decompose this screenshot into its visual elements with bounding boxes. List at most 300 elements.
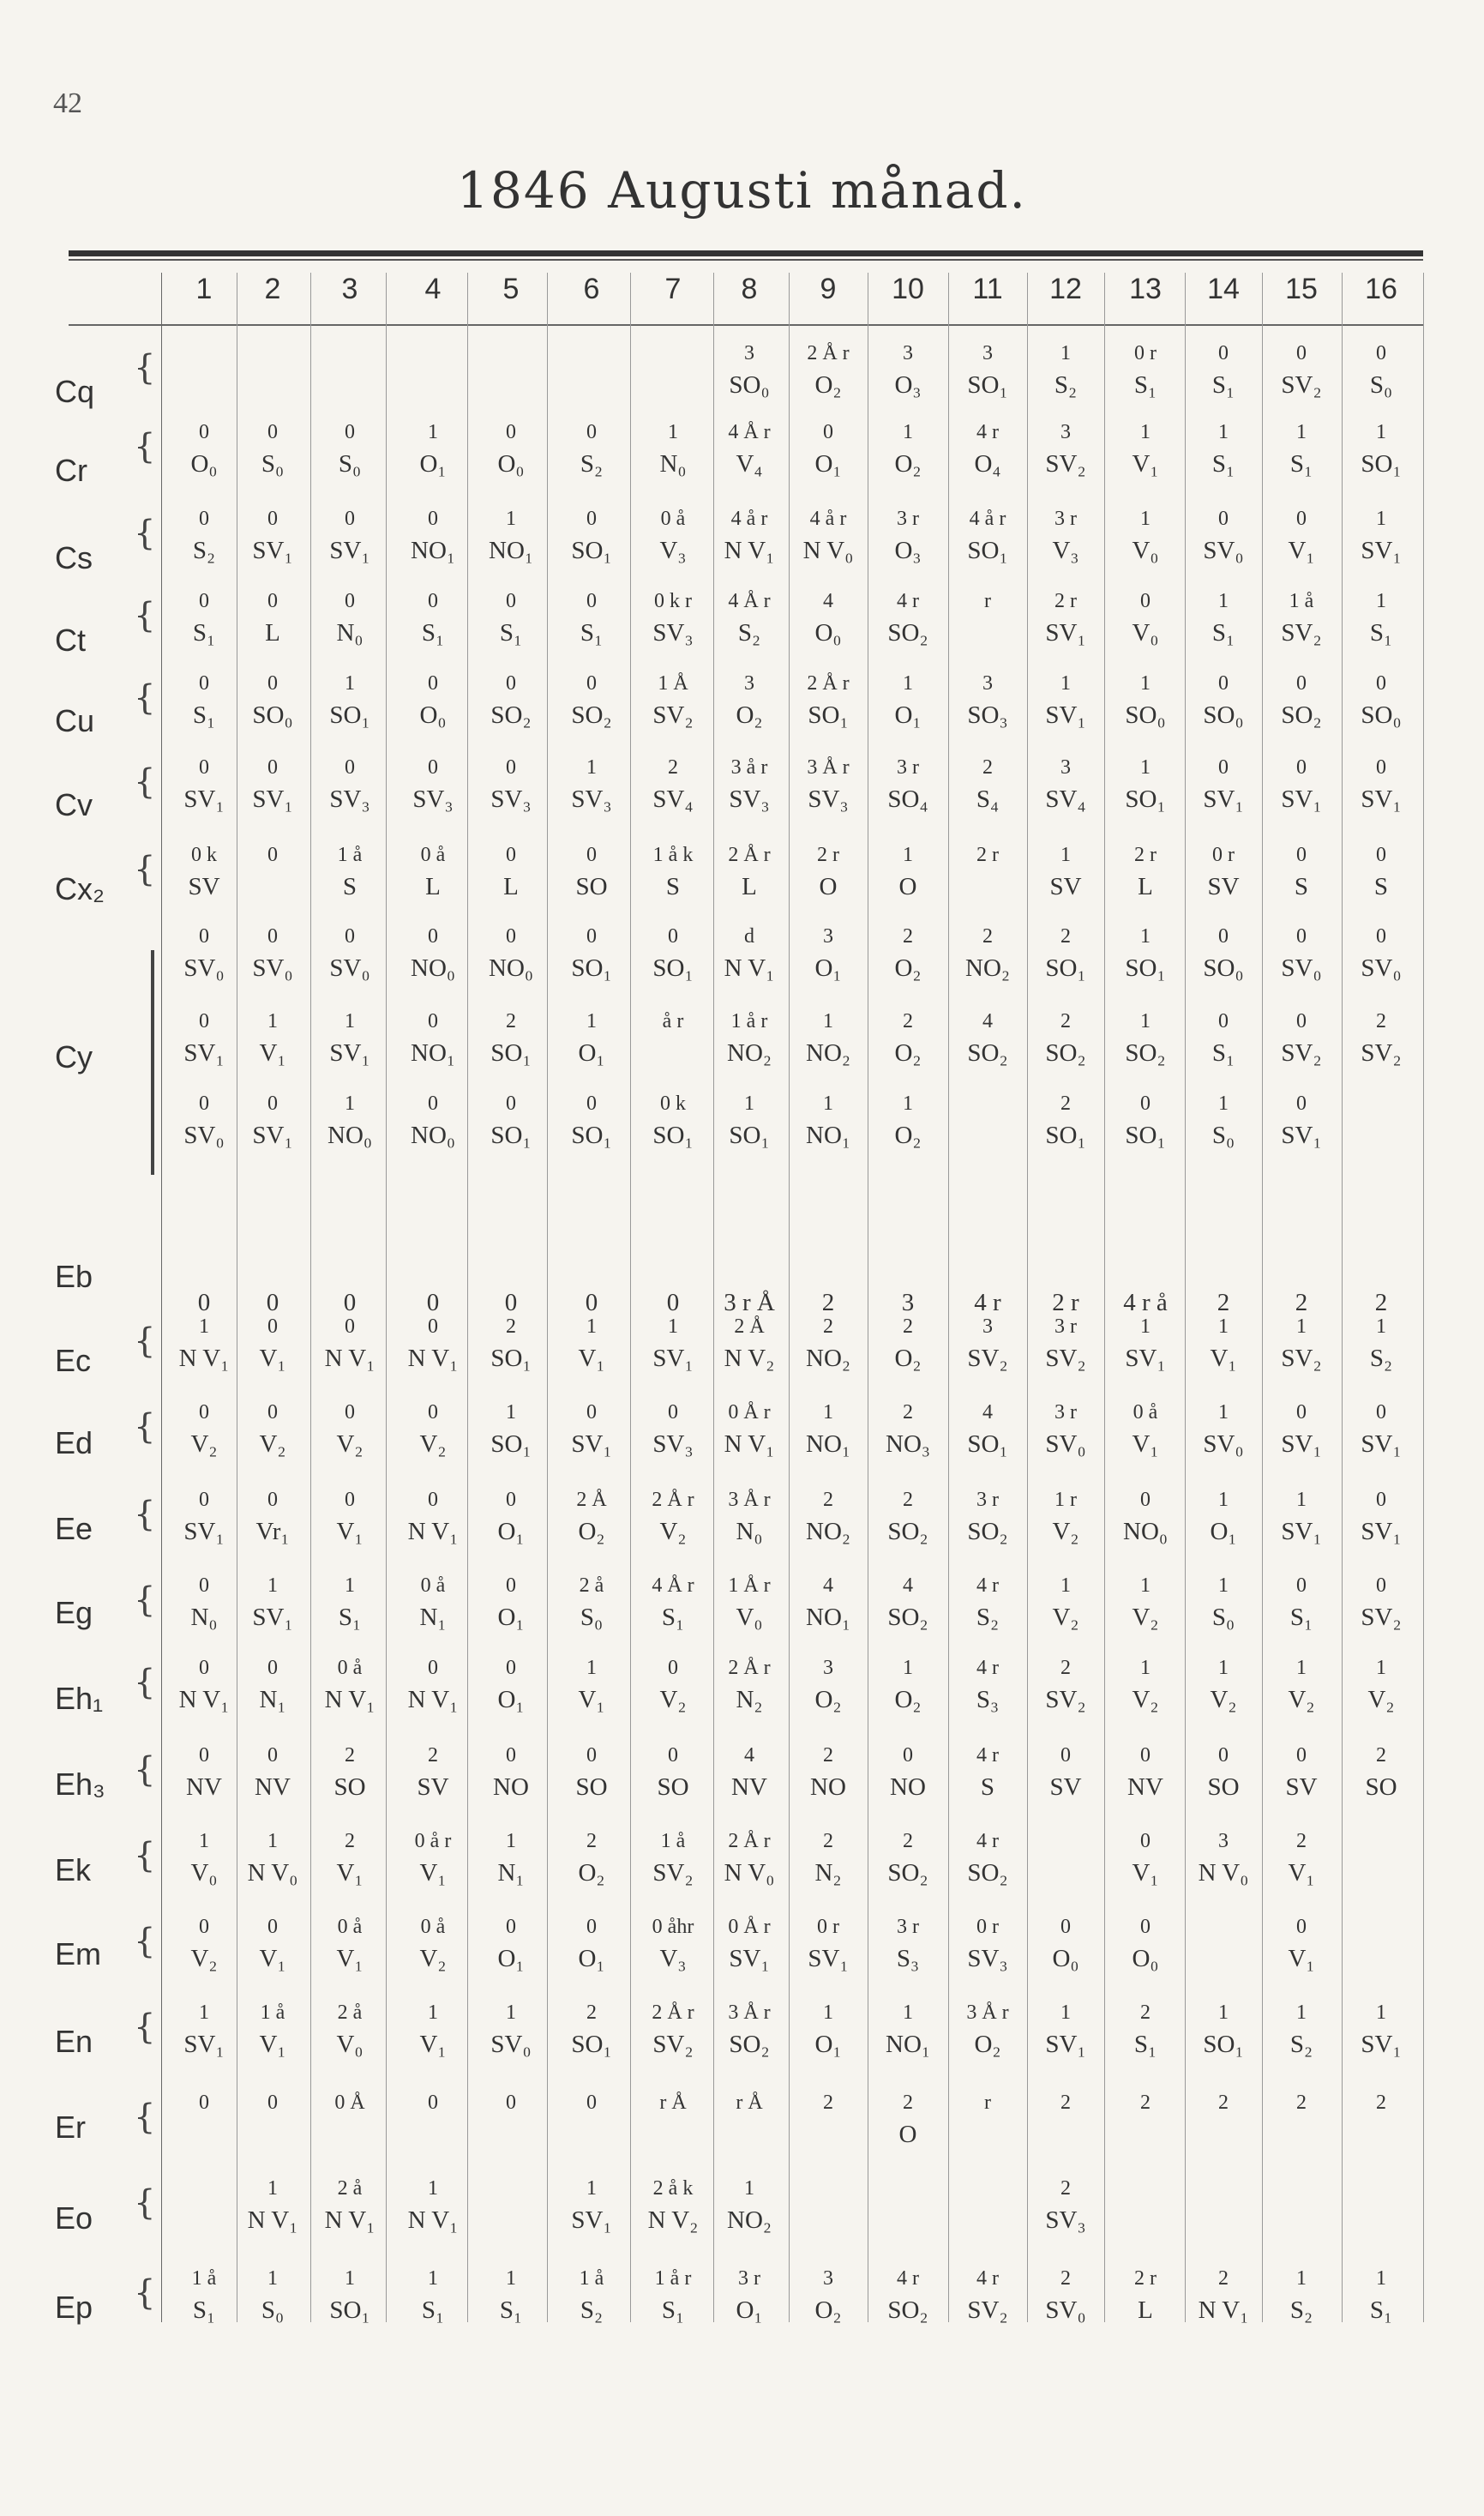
cell-wind: V₂: [336, 1430, 363, 1458]
cell-strength: 0: [668, 1657, 678, 1679]
cell-strength: 1: [668, 1315, 678, 1338]
cell-wind: SO₁: [490, 1345, 532, 1372]
cell-strength: 0: [1060, 1744, 1071, 1767]
observation-cell: [310, 840, 389, 904]
cell-strength: 0: [199, 2092, 209, 2114]
observation-cell: [868, 753, 947, 816]
observation-cell: [710, 669, 789, 732]
cell-strength: 3: [903, 342, 913, 364]
cell-wind: NO₂: [806, 1345, 850, 1372]
cell-strength: 2: [1060, 1092, 1071, 1115]
observation-cell: [165, 587, 243, 650]
cell-strength: 1: [1218, 1401, 1229, 1424]
cell-wind: [165, 2203, 243, 2237]
cell-strength: 1: [428, 421, 438, 443]
observation-cell: [552, 753, 631, 816]
cell-wind: N V₁: [407, 1686, 459, 1713]
cell-strength: 2 Å r: [807, 672, 850, 695]
cell-wind: S₁: [499, 619, 523, 647]
cell-wind: SO₂: [887, 2296, 928, 2324]
observation-cell: [634, 504, 712, 568]
cell-strength: 2: [823, 1830, 833, 1852]
cell-strength: [948, 1089, 1027, 1118]
observation-cell: [472, 418, 550, 481]
cell-wind: SO₂: [729, 2031, 770, 2058]
cell-wind: L: [425, 873, 441, 900]
cell-wind: [1342, 1856, 1421, 1890]
observation-cell: [1342, 1571, 1421, 1634]
cell-strength: 2: [903, 2092, 913, 2114]
cell-wind: SO₀: [252, 701, 293, 729]
cell-wind: [1262, 2117, 1341, 2152]
observation-cell: [1262, 339, 1341, 402]
cell-wind: SO₁: [571, 1122, 612, 1149]
column-header-day: 7: [664, 273, 682, 305]
observation-cell: [1026, 1741, 1105, 1804]
cell-strength: 0: [428, 756, 438, 779]
row-label: Cy: [55, 1039, 93, 1074]
observation-cell: [165, 1256, 243, 1320]
cell-wind: SV₁: [252, 1122, 293, 1149]
cell-strength: 0: [1296, 1092, 1307, 1115]
observation-cell: [233, 922, 312, 985]
observation-cell: [1262, 669, 1341, 732]
observation-cell: [472, 1827, 550, 1890]
cell-wind: 4 r å: [1123, 1289, 1168, 1316]
cell-wind: O₂: [894, 1122, 922, 1149]
observation-cell: [1026, 1998, 1105, 2062]
observation-cell: [710, 840, 789, 904]
cell-strength: 2: [903, 1401, 913, 1424]
cell-strength: 3 Å r: [966, 2001, 1009, 2024]
observation-cell: [634, 418, 712, 481]
observation-cell: [394, 2264, 472, 2327]
cell-strength: 0 Å r: [728, 1916, 771, 1938]
observation-cell: [310, 1571, 389, 1634]
cell-strength: [233, 1256, 312, 1285]
observation-cell: [1026, 840, 1105, 904]
observation-cell: [310, 1256, 389, 1320]
cell-strength: 0: [267, 1657, 278, 1679]
cell-strength: 1: [1140, 1315, 1151, 1338]
cell-strength: 1: [823, 2001, 833, 2024]
observation-cell: [1026, 753, 1105, 816]
cell-wind: [1342, 1941, 1421, 1976]
cell-strength: [634, 339, 712, 368]
cell-wind: S₂: [1289, 2031, 1313, 2058]
cell-wind: V₂: [1132, 1604, 1159, 1631]
cell-strength: 0: [586, 421, 597, 443]
observation-cell: [165, 1398, 243, 1461]
cell-strength: [1026, 1256, 1105, 1285]
cell-wind: S₁: [192, 619, 216, 647]
row-brace: {: [134, 1321, 156, 1361]
observation-cell: [472, 922, 550, 985]
cell-wind: S: [665, 873, 681, 900]
cell-wind: O₁: [814, 954, 842, 982]
observation-cell: [1106, 2174, 1185, 2237]
cell-strength: 1: [345, 2267, 355, 2290]
observation-cell: [868, 2174, 947, 2237]
cell-wind: V₁: [336, 1518, 363, 1545]
observation-cell: [233, 1571, 312, 1634]
observation-cell: [394, 2174, 472, 2237]
cell-wind: [165, 2117, 243, 2152]
cell-strength: 0: [1140, 590, 1151, 612]
observation-cell: [710, 1398, 789, 1461]
row-brace: {: [134, 2183, 156, 2223]
cell-wind: V₁: [578, 1686, 605, 1713]
column-header-day: 5: [502, 273, 520, 305]
cell-strength: 1: [1376, 2267, 1386, 2290]
observation-cell: [710, 587, 789, 650]
cell-wind: SO₂: [1125, 1039, 1166, 1067]
cell-strength: 3 Å r: [728, 2001, 771, 2024]
cell-strength: 0: [428, 590, 438, 612]
cell-strength: 1: [1296, 1657, 1307, 1679]
cell-strength: 1: [267, 1830, 278, 1852]
cell-wind: O₂: [894, 450, 922, 478]
cell-strength: 2: [903, 1315, 913, 1338]
observation-cell: [1184, 669, 1263, 732]
cell-wind: SV₁: [329, 1039, 370, 1067]
cell-strength: 1: [903, 1092, 913, 1115]
cell-wind: O₁: [894, 701, 922, 729]
cell-wind: SO: [1365, 1773, 1397, 1801]
cell-strength: 3: [982, 342, 993, 364]
cell-wind: O₂: [894, 1039, 922, 1067]
cell-wind: [1184, 1941, 1263, 1976]
cell-wind: [310, 368, 389, 402]
observation-cell: [233, 1653, 312, 1717]
row-label: Em: [55, 1936, 101, 1971]
observation-cell: [1026, 1089, 1105, 1153]
observation-cell: [233, 1998, 312, 2062]
observation-cell: [1026, 922, 1105, 985]
cell-strength: å r: [662, 1010, 684, 1032]
column-header-day: 3: [341, 273, 358, 305]
observation-cell: [634, 1998, 712, 2062]
cell-strength: 2: [823, 1489, 833, 1511]
header-rule-thick: [69, 250, 1423, 256]
cell-wind: SO₂: [490, 701, 532, 729]
cell-strength: 1: [1060, 844, 1071, 866]
cell-strength: 0: [199, 1010, 209, 1032]
cell-wind: N V₁: [724, 1430, 775, 1458]
observation-cell: [1342, 753, 1421, 816]
cell-strength: 0: [1218, 1744, 1229, 1767]
cell-wind: S₁: [1289, 1604, 1313, 1631]
observation-cell: [1262, 1653, 1341, 1717]
observation-cell: [634, 339, 712, 402]
observation-cell: [710, 2264, 789, 2327]
cell-strength: [1106, 2174, 1185, 2203]
row-label: Eg: [55, 1595, 93, 1630]
observation-cell: [710, 1998, 789, 2062]
cell-wind: V₂: [1288, 1686, 1315, 1713]
cell-strength: 0: [668, 925, 678, 948]
cell-strength: [1184, 1912, 1263, 1941]
cell-wind: V₁: [1132, 450, 1159, 478]
observation-cell: [310, 1741, 389, 1804]
observation-cell: [1106, 2088, 1185, 2152]
cell-strength: 0: [1296, 1401, 1307, 1424]
cell-strength: 1: [1218, 1657, 1229, 1679]
cell-wind: NO₁: [411, 537, 455, 564]
cell-strength: 0: [506, 1574, 516, 1597]
cell-wind: SO₀: [1203, 954, 1244, 982]
cell-strength: 0: [1296, 756, 1307, 779]
cell-strength: 1: [1140, 925, 1151, 948]
cell-strength: 0 å: [420, 1574, 446, 1597]
observation-cell: [165, 1485, 243, 1549]
cell-strength: r: [984, 2092, 991, 2114]
cell-wind: O₃: [894, 371, 922, 399]
cell-strength: 2: [1376, 2092, 1386, 2114]
row-brace: {: [134, 762, 156, 802]
row-label: Ee: [55, 1511, 93, 1546]
cell-wind: SV₁: [1045, 619, 1086, 647]
cell-strength: 1 å: [191, 2267, 217, 2290]
observation-cell: [233, 840, 312, 904]
observation-cell: [789, 1312, 868, 1375]
cell-wind: O₁: [497, 1604, 525, 1631]
observation-cell: [789, 2264, 868, 2327]
cell-strength: 0: [1376, 1489, 1386, 1511]
cell-strength: 3: [744, 342, 754, 364]
cell-wind: SV₄: [652, 785, 694, 813]
observation-cell: [1026, 1398, 1105, 1461]
observation-cell: [165, 1571, 243, 1634]
cell-wind: S₀: [1211, 1604, 1235, 1631]
cell-wind: SV₁: [571, 1430, 612, 1458]
observation-cell: [1106, 1912, 1185, 1976]
cell-wind: SO₁: [490, 1430, 532, 1458]
observation-cell: [948, 753, 1027, 816]
observation-cell: [310, 2174, 389, 2237]
cell-wind: L: [1138, 2296, 1153, 2324]
cell-wind: V₃: [659, 1945, 687, 1972]
cell-wind: V₁: [1288, 1859, 1315, 1887]
observation-cell: [310, 2264, 389, 2327]
cell-strength: 0: [1376, 925, 1386, 948]
observation-cell: [1342, 418, 1421, 481]
row-brace: {: [134, 2273, 156, 2313]
cell-wind: O₁: [497, 1945, 525, 1972]
cell-wind: SO₁: [329, 701, 370, 729]
observation-cell: [948, 840, 1027, 904]
cell-wind: O₁: [1210, 1518, 1237, 1545]
cell-wind: V₂: [659, 1518, 687, 1545]
cell-strength: 0: [267, 1092, 278, 1115]
observation-cell: [394, 339, 472, 402]
cell-strength: 1 r: [1054, 1489, 1077, 1511]
cell-wind: NO₁: [411, 1039, 455, 1067]
cell-wind: SV: [1049, 873, 1082, 900]
observation-cell: [394, 922, 472, 985]
cell-strength: 3: [982, 1315, 993, 1338]
cell-wind: S₁: [1211, 619, 1235, 647]
observation-cell: [1026, 418, 1105, 481]
cell-strength: 0: [506, 1489, 516, 1511]
cell-wind: V₀: [1132, 537, 1159, 564]
observation-cell: [789, 669, 868, 732]
observation-cell: [233, 1007, 312, 1070]
column-header-day: 16: [1365, 273, 1397, 305]
cell-strength: 0: [903, 1744, 913, 1767]
cell-strength: [472, 2174, 550, 2203]
cell-strength: [165, 2174, 243, 2203]
cell-strength: 1: [1140, 756, 1151, 779]
cell-strength: 1: [1218, 2001, 1229, 2024]
cell-wind: O₂: [578, 1518, 605, 1545]
observation-cell: [634, 840, 712, 904]
cell-wind: L: [742, 873, 757, 900]
cell-strength: 0: [586, 1401, 597, 1424]
cell-wind: N₂: [736, 1686, 763, 1713]
cell-strength: 0: [1218, 925, 1229, 948]
cell-wind: SV₂: [1281, 1345, 1322, 1372]
cell-wind: 0: [426, 1289, 440, 1316]
observation-cell: [394, 1256, 472, 1320]
cell-wind: SO₁: [1361, 450, 1402, 478]
observation-cell: [868, 1741, 947, 1804]
cell-strength: 1 å: [337, 844, 363, 866]
cell-wind: [948, 616, 1027, 650]
cell-wind: O₀: [1052, 1945, 1079, 1972]
observation-cell: [394, 840, 472, 904]
observation-cell: [165, 2088, 243, 2152]
cell-strength: 0: [428, 2092, 438, 2114]
column-header-day: 2: [264, 273, 281, 305]
cell-wind: S₂: [1369, 1345, 1393, 1372]
observation-cell: [1184, 753, 1263, 816]
cell-strength: 0: [199, 1574, 209, 1597]
cell-strength: [1262, 2174, 1341, 2203]
observation-cell: [1106, 840, 1185, 904]
cell-strength: 0: [1060, 1916, 1071, 1938]
cell-strength: 0: [506, 1092, 516, 1115]
observation-cell: [789, 753, 868, 816]
cell-strength: 4 r: [976, 2267, 999, 2290]
observation-cell: [310, 1998, 389, 2062]
cell-wind: S₃: [896, 1945, 920, 1972]
cell-wind: N V₁: [247, 2206, 298, 2234]
cell-strength: 1: [199, 2001, 209, 2024]
cell-wind: SV₄: [1045, 785, 1086, 813]
cell-wind: SO₁: [1045, 1122, 1086, 1149]
observation-cell: [789, 1398, 868, 1461]
cell-strength: 2: [1060, 1657, 1071, 1679]
observation-cell: [1184, 1398, 1263, 1461]
cell-wind: SO: [657, 1773, 689, 1801]
cell-wind: L: [1138, 873, 1153, 900]
cell-wind: O₂: [974, 2031, 1001, 2058]
observation-cell: [1184, 1741, 1263, 1804]
cell-strength: 0: [199, 1744, 209, 1767]
cell-wind: SV₂: [967, 2296, 1008, 2324]
cell-strength: 0: [428, 1489, 438, 1511]
cell-wind: SV₁: [1281, 1122, 1322, 1149]
cell-strength: 1: [1376, 421, 1386, 443]
cell-strength: 2: [1376, 1010, 1386, 1032]
cell-strength: 0 å: [337, 1657, 363, 1679]
cell-wind: SV₁: [183, 785, 225, 813]
cell-strength: 0: [506, 1916, 516, 1938]
cell-wind: N V₂: [724, 1345, 775, 1372]
cell-wind: SV₀: [490, 2031, 532, 2058]
observation-cell: [710, 1007, 789, 1070]
observation-cell: [552, 2264, 631, 2327]
cell-strength: 1 å k: [652, 844, 694, 866]
cell-strength: 1: [1060, 342, 1071, 364]
cell-wind: NV: [255, 1773, 291, 1801]
cell-strength: 0: [1296, 1574, 1307, 1597]
observation-cell: [233, 669, 312, 732]
cell-strength: 0: [1296, 672, 1307, 695]
observation-cell: [948, 1089, 1027, 1153]
cell-strength: 2: [903, 1489, 913, 1511]
observation-cell: [1342, 1089, 1421, 1153]
cell-strength: 0 k: [191, 844, 217, 866]
observation-cell: [634, 1485, 712, 1549]
cell-strength: 2 Å r: [807, 342, 850, 364]
cell-strength: 1: [1218, 1489, 1229, 1511]
observation-cell: [789, 1998, 868, 2062]
cell-wind: SO₀: [1361, 701, 1402, 729]
cell-wind: O₀: [497, 450, 525, 478]
cell-strength: 1 Å r: [728, 1574, 771, 1597]
cell-wind: 0: [197, 1289, 211, 1316]
cell-wind: SO₄: [887, 785, 928, 813]
cell-strength: 1: [903, 672, 913, 695]
observation-cell: [310, 339, 389, 402]
cell-wind: SO₁: [329, 2296, 370, 2324]
observation-cell: [472, 753, 550, 816]
observation-cell: [1106, 1485, 1185, 1549]
cell-strength: 1: [1376, 508, 1386, 530]
observation-cell: [948, 418, 1027, 481]
cell-wind: [948, 2117, 1027, 2152]
cell-wind: SO₁: [490, 1122, 532, 1149]
cell-strength: 1: [586, 1657, 597, 1679]
observation-cell: [948, 1398, 1027, 1461]
observation-cell: [472, 1571, 550, 1634]
observation-cell: [165, 922, 243, 985]
cell-strength: 0: [199, 925, 209, 948]
cell-strength: 2: [1060, 925, 1071, 948]
cell-wind: O₂: [894, 954, 922, 982]
cell-strength: 1 å: [260, 2001, 285, 2024]
observation-cell: [634, 1741, 712, 1804]
observation-cell: [1106, 669, 1185, 732]
observation-cell: [1184, 2174, 1263, 2237]
observation-cell: [310, 2088, 389, 2152]
cell-strength: 2: [1218, 2267, 1229, 2290]
cell-wind: NO: [810, 1773, 846, 1801]
observation-cell: [948, 2088, 1027, 2152]
observation-cell: [472, 587, 550, 650]
cell-strength: 2 Å: [734, 1315, 765, 1338]
cell-strength: 2: [1376, 1744, 1386, 1767]
cell-strength: r Å: [736, 2092, 763, 2114]
observation-cell: [868, 1827, 947, 1890]
observation-cell: [1342, 1007, 1421, 1070]
row-label: Ek: [55, 1852, 92, 1887]
cell-strength: 2 r: [1054, 590, 1077, 612]
cell-strength: 1 å r: [730, 1010, 768, 1032]
cell-strength: 0: [267, 508, 278, 530]
